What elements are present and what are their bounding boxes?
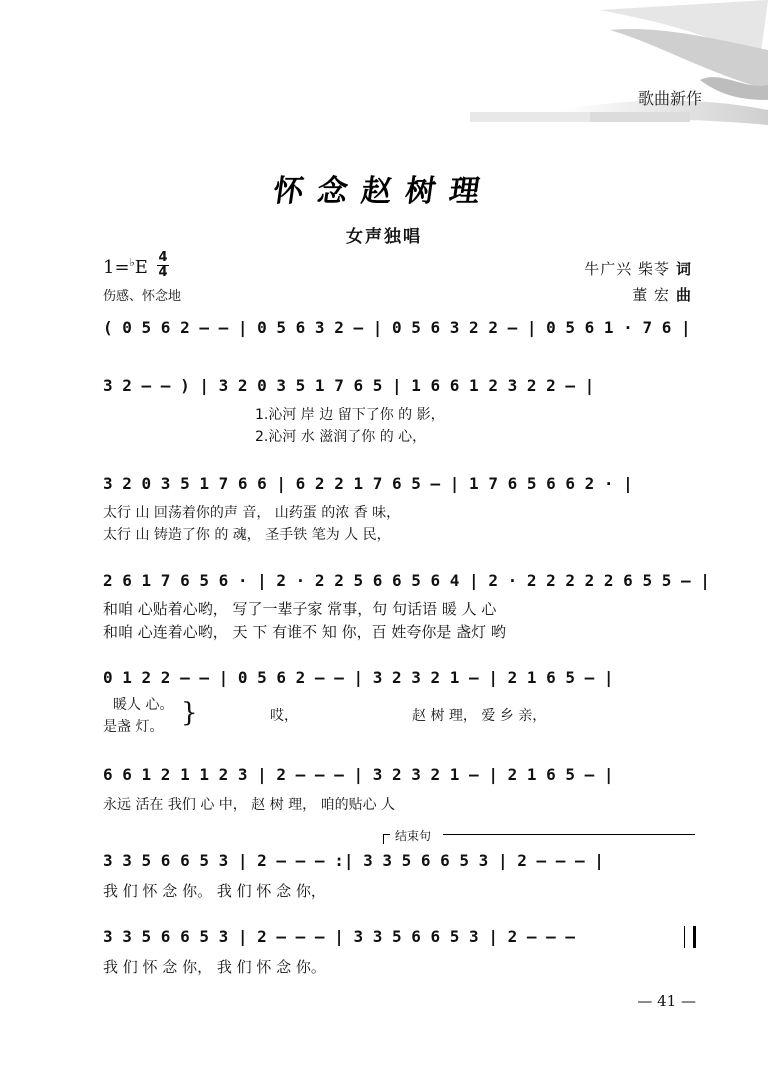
lyric-1-verse-1: 1.沁河 岸 边 留下了你 的 影， <box>255 407 445 423</box>
staff-line-7: 3 3 5 6 6 5 3 | 2 – – – :| 3 3 5 6 6 5 3 | 2 – – – | <box>103 851 604 870</box>
ending-phrase-marker <box>383 829 695 846</box>
header-decoration <box>0 0 768 140</box>
song-title: 怀念赵树理 <box>271 174 496 209</box>
lyricist-names: 牛广兴 柴苓 <box>584 260 670 278</box>
lyric-3-verse-1: 和咱 心贴着心哟， 写了一辈子家 常事，句 句话语 暖 人 心 <box>103 600 497 618</box>
composer-role: 曲 <box>675 286 692 304</box>
time-top: 4 <box>158 250 168 265</box>
mood-marking: 伤感、怀念地 <box>103 289 182 304</box>
lyric-7: 永远 活在 我们 心 中， 赵 树 理， 咱的贴心 人 <box>103 797 396 813</box>
key-signature <box>103 256 148 278</box>
song-subtitle: 女声独唱 <box>346 227 422 247</box>
lyricist-credit <box>584 258 692 279</box>
final-barline <box>684 926 696 948</box>
lyric-1-verse-2: 2.沁河 水 滋润了你 的 心， <box>255 429 427 445</box>
lyric-8: 我 们 怀 念 你。 我 们 怀 念 你， <box>103 882 326 900</box>
page-number: — 41 — <box>637 992 696 1010</box>
lyric-brace: } <box>181 698 198 728</box>
staff-line-8: 3 3 5 6 6 5 3 | 2 – – – | 3 3 5 6 6 5 3 | 2 – – – <box>103 927 576 946</box>
staff-line-6: 6 6 1 2 1 1 2 3 | 2 – – – | 3 2 3 2 1 – | 2 1 6 5 – | <box>103 765 614 784</box>
section-label: 歌曲新作 <box>637 89 702 108</box>
staff-line-2: 3 2 – – ) | 3 2 0 3 5 1 7 6 5 | 1 6 6 1 2 3 2 2 – | <box>103 376 595 395</box>
lyric-9: 我 们 怀 念 你， 我 们 怀 念 你。 <box>103 958 326 976</box>
time-bottom: 4 <box>158 265 168 280</box>
composer-credit <box>632 284 692 305</box>
staff-line-1: ( 0 5 6 2 – – | 0 5 6 3 2 – | 0 5 6 3 2 2 – | 0 5 6 1 · 7 6 | <box>103 318 691 337</box>
lyric-3-verse-2: 和咱 心连着心哟， 天 下 有谁不 知 你，百 姓夸你是 盏灯 哟 <box>103 623 506 641</box>
flat-sign: ♭ <box>129 256 135 269</box>
ending-phrase-label: 结束句 <box>395 829 432 843</box>
key-label: 1=♭E <box>103 256 148 278</box>
lyric-5: 哎， <box>270 708 298 724</box>
lyric-2-verse-1: 太行 山 回荡着你的声 音， 山药蛋 的浓 香 味， <box>103 505 401 521</box>
time-signature <box>157 252 169 279</box>
composer-name: 董 宏 <box>632 286 670 304</box>
lyric-4-verse-2: 是盏 灯。 <box>103 719 164 735</box>
lyricist-role: 词 <box>675 260 692 278</box>
lyric-2-verse-2: 太行 山 铸造了你 的 魂， 圣手铁 笔为 人 民， <box>103 527 391 543</box>
staff-line-3: 3 2 0 3 5 1 7 6 6 | 6 2 2 1 7 6 5 – | 1 7 6 5 6 6 2 · | <box>103 474 633 493</box>
lyric-4-verse-1: 暖人 心。 <box>113 697 174 713</box>
staff-line-5: 0 1 2 2 – – | 0 5 6 2 – – | 3 2 3 2 1 – | 2 1 6 5 – | <box>103 668 614 687</box>
staff-line-4: 2 6 1 7 6 5 6 · | 2 · 2 2 5 6 6 5 6 4 | 2 · 2 2 2 2 2 6 5 5 – | <box>103 571 710 590</box>
lyric-6: 赵 树 理， 爱 乡 亲， <box>412 708 547 724</box>
